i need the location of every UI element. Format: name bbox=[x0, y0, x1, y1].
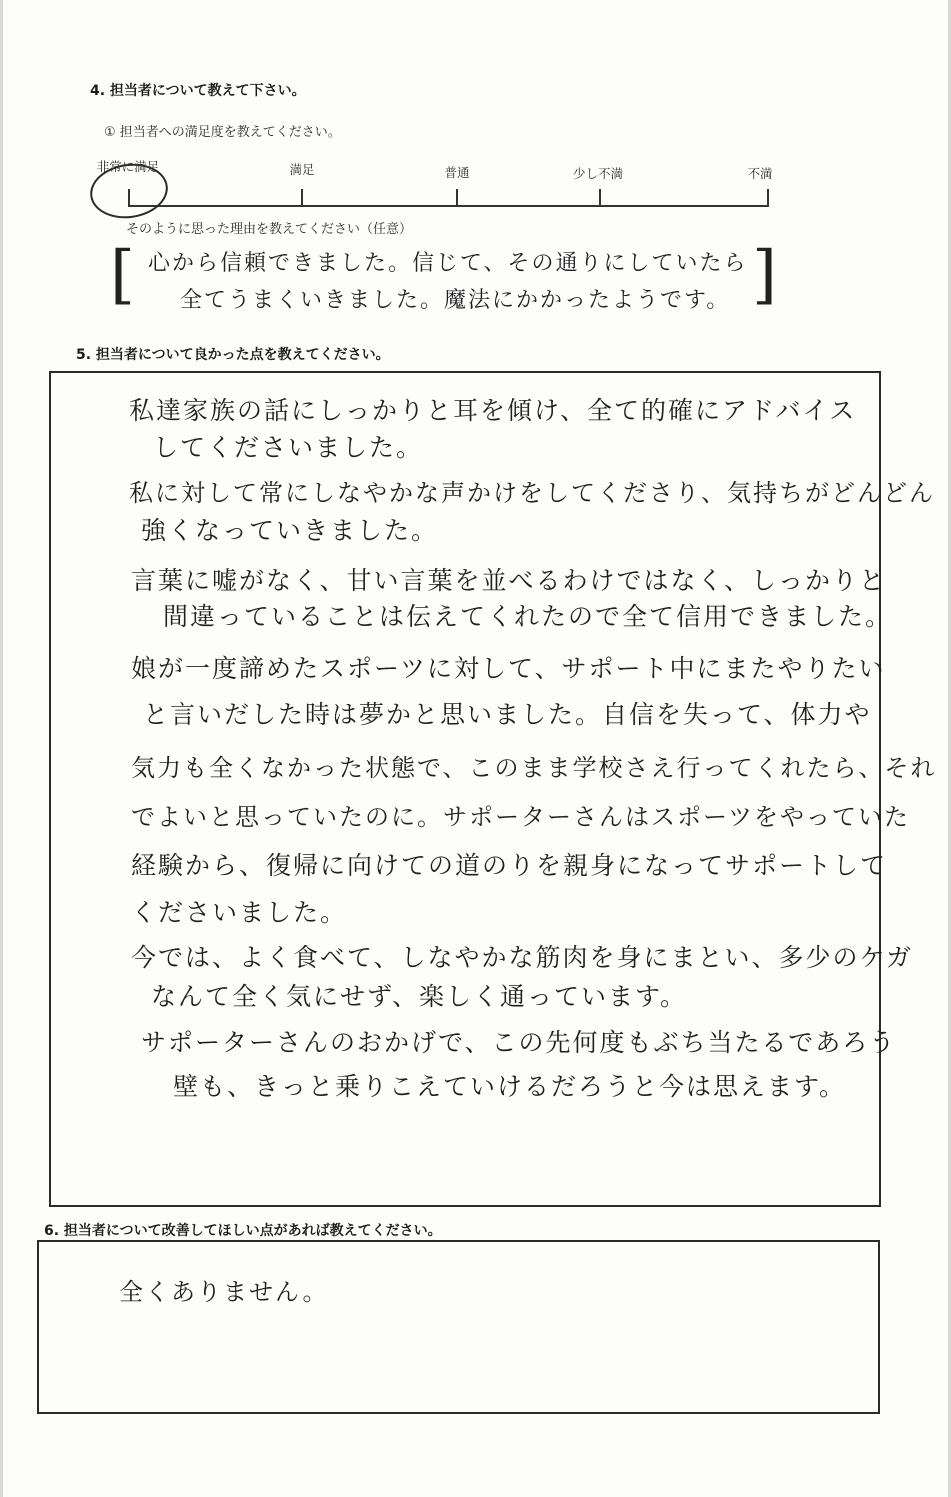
answer-line: 言葉に嘘がなく、甘い言葉を並べるわけではなく、しっかりと bbox=[131, 566, 887, 595]
page-edge-left bbox=[0, 0, 3, 1497]
reason-bracket-left: [ bbox=[110, 238, 135, 312]
answer-line: 経験から、復帰に向けての道のりを親身になってサポートして bbox=[131, 851, 888, 880]
answer-line: なんて全く気にせず、楽しく通っています。 bbox=[151, 982, 688, 1011]
q6-title: 6. 担当者について改善してほしい点があれば教えてください。 bbox=[44, 1223, 442, 1239]
answer-line: 間違っていることは伝えてくれたので全て信用できました。 bbox=[163, 602, 893, 631]
answer-line: サポーターさんのおかげで、この先何度もぶち当たるであろう bbox=[141, 1028, 897, 1057]
scale-label-satisfied: 満足 bbox=[289, 162, 315, 177]
q5-answer-box bbox=[49, 371, 937, 1207]
answer-line: 壁も、きっと乗りこえていけるだろうと今は思えます。 bbox=[173, 1072, 847, 1101]
answer-line: 気力も全くなかった状態で、このまま学校さえ行ってくれたら、それ bbox=[131, 754, 937, 782]
scale-tick bbox=[767, 189, 769, 206]
q4-subquestion: ① 担当者への満足度を教えてください。 bbox=[104, 125, 341, 140]
answer-line: してくださいました。 bbox=[153, 433, 424, 462]
answer-line: でよいと思っていたのに。サポーターさんはスポーツをやっていた bbox=[131, 803, 911, 831]
answer-line: くださいました。 bbox=[131, 898, 348, 927]
answer-line: 私に対して常にしなやかな声かけをしてくださり、気持ちがどんどん bbox=[129, 479, 935, 507]
answer-line: 娘が一度諦めたスポーツに対して、サポート中にまたやりたい bbox=[131, 654, 886, 683]
scale-tick bbox=[301, 189, 303, 206]
q5-title: 5. 担当者について良かった点を教えてください。 bbox=[76, 347, 390, 363]
scale-label-slightly-dissatisfied: 少し不満 bbox=[572, 166, 624, 181]
scale-line bbox=[128, 205, 769, 207]
q6-answer: 全くありません。 bbox=[119, 1278, 329, 1306]
answer-line: と言いだした時は夢かと思いました。自信を失って、体力や bbox=[143, 700, 872, 729]
scale-label-neutral: 普通 bbox=[444, 165, 470, 180]
q6-answer-box bbox=[37, 1240, 880, 1414]
scale-label-dissatisfied: 不満 bbox=[747, 166, 773, 181]
answer-line: 強くなっていきました。 bbox=[141, 516, 439, 545]
reason-prompt: そのように思った理由を教えてください（任意） bbox=[126, 222, 413, 237]
answer-line: 今では、よく食べて、しなやかな筋肉を身にまとい、多少のケガ bbox=[131, 943, 914, 972]
reason-bracket-right: ] bbox=[752, 238, 777, 312]
scale-tick bbox=[456, 189, 458, 206]
scale-tick bbox=[599, 189, 601, 206]
answer-line: 私達家族の話にしっかりと耳を傾け、全て的確にアドバイス bbox=[129, 396, 857, 425]
reason-line: 全てうまくいきました。魔法にかかったようです。 bbox=[180, 288, 731, 313]
reason-line: 心から信頼できました。信じて、その通りにしていたら bbox=[148, 251, 748, 276]
scale-label-very-satisfied: 非常に満足 bbox=[96, 159, 160, 174]
q4-title: 4. 担当者について教えて下さい。 bbox=[90, 83, 306, 99]
